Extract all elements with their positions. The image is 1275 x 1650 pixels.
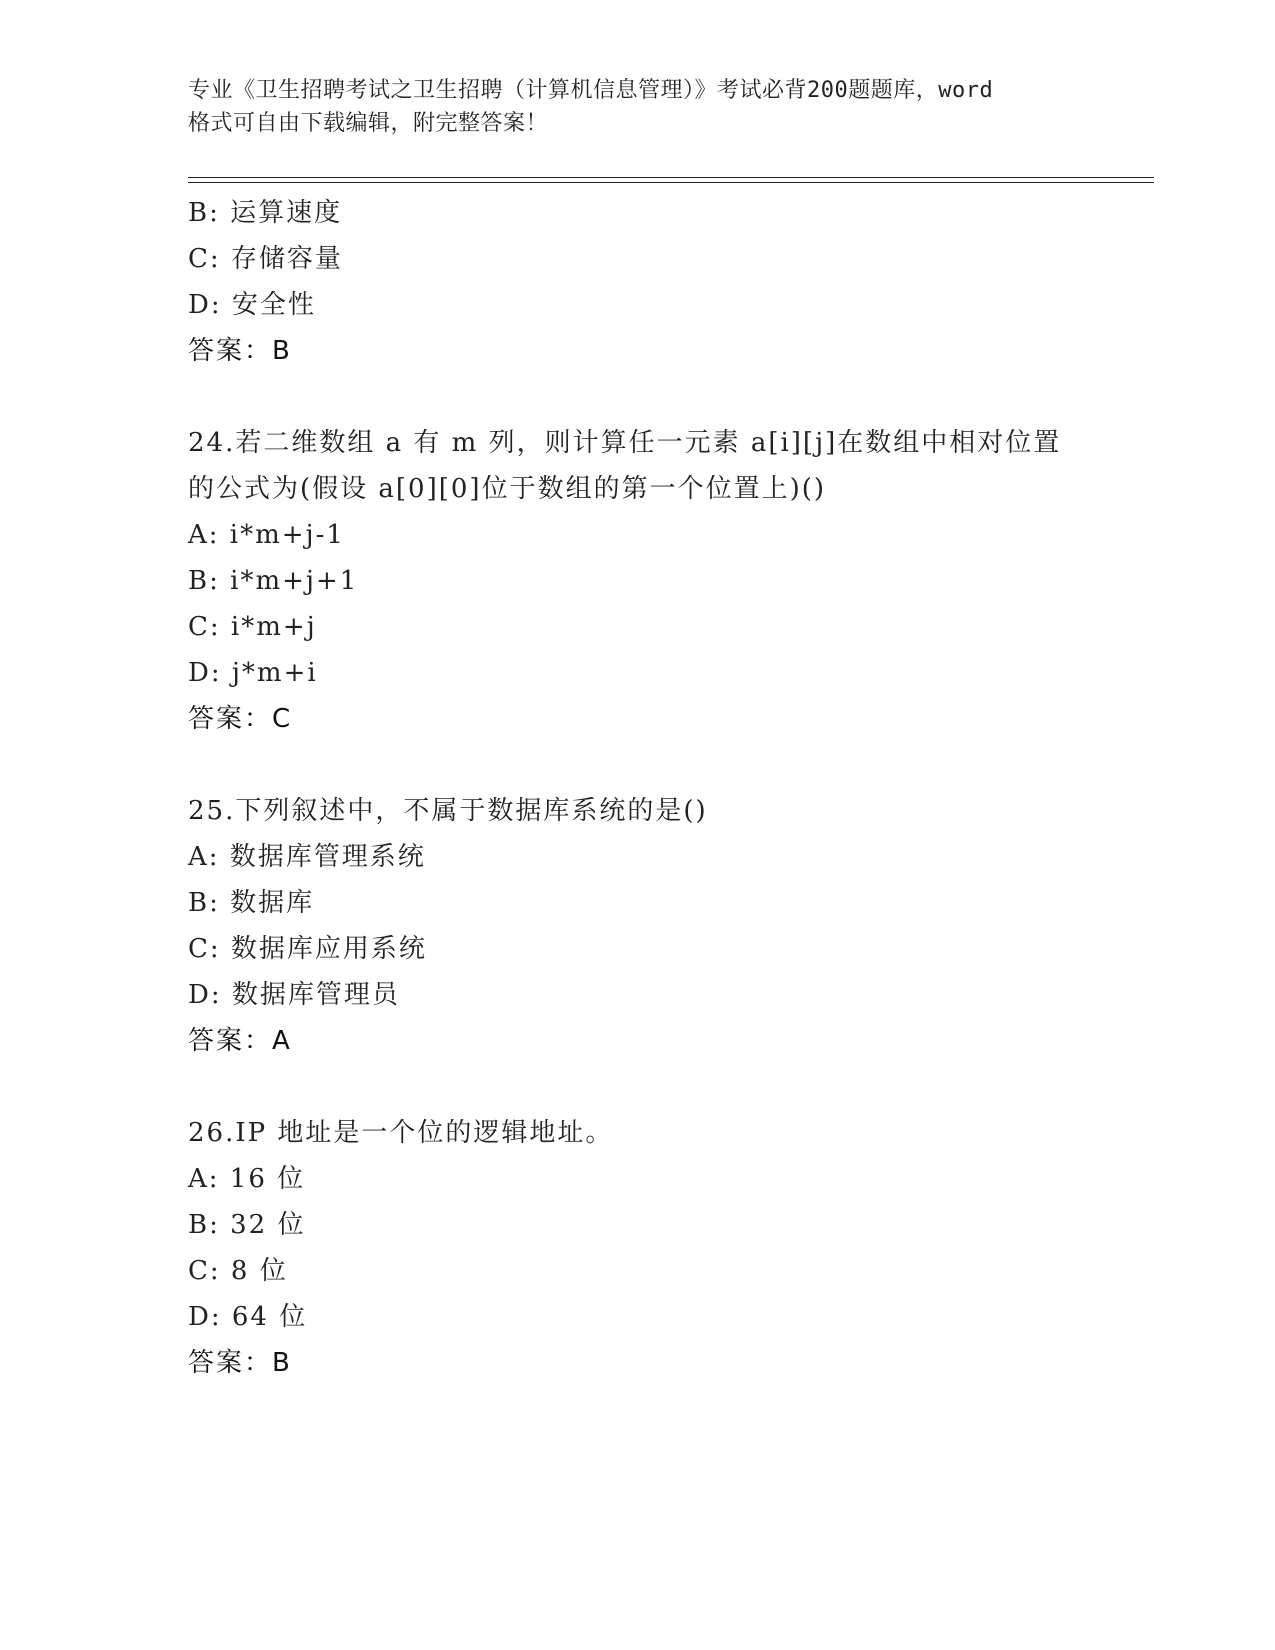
question-text-line-1: 24.若二维数组 a 有 m 列，则计算任一元素 a[i][j]在数组中相对位置	[188, 428, 1062, 458]
option-b: B: i*m+j+1	[188, 566, 359, 596]
option-c: C: 存储容量	[188, 244, 343, 274]
option-d: D: 安全性	[188, 290, 316, 320]
option-c: C: 8 位	[188, 1256, 288, 1286]
option-c: C: i*m+j	[188, 612, 317, 642]
answer-text: 答案：C	[188, 704, 293, 734]
spacer	[188, 742, 1154, 788]
option-d: D: 数据库管理员	[188, 980, 400, 1010]
answer-text: 答案：B	[188, 1348, 292, 1378]
question-text-line-2: 的公式为(假设 a[0][0]位于数组的第一个位置上)()	[188, 474, 826, 504]
answer-text: 答案：B	[188, 336, 292, 366]
option-b: B: 运算速度	[188, 198, 343, 228]
question-26	[188, 1110, 1154, 1386]
option-c: C: 数据库应用系统	[188, 934, 427, 964]
question-24	[188, 420, 1154, 742]
option-d: D: 64 位	[188, 1302, 308, 1332]
header-line-2: 格式可自由下载编辑，附完整答案！	[188, 111, 549, 136]
option-d: D: j*m+i	[188, 658, 318, 688]
option-a: A: 16 位	[188, 1164, 306, 1194]
document-header	[188, 74, 1088, 140]
option-a: A: 数据库管理系统	[188, 842, 426, 872]
header-divider-top	[188, 177, 1154, 178]
header-divider-bottom	[188, 182, 1154, 183]
spacer	[188, 374, 1154, 420]
document-body	[188, 190, 1154, 1386]
spacer	[188, 1064, 1154, 1110]
question-23	[188, 190, 1154, 374]
question-text: 25.下列叙述中，不属于数据库系统的是()	[188, 796, 708, 826]
question-25	[188, 788, 1154, 1064]
option-b: B: 32 位	[188, 1210, 306, 1240]
option-a: A: i*m+j-1	[188, 520, 345, 550]
question-text	[188, 420, 1154, 512]
answer-text: 答案：A	[188, 1026, 292, 1056]
option-b: B: 数据库	[188, 888, 315, 918]
question-text: 26.IP 地址是一个位的逻辑地址。	[188, 1118, 614, 1148]
header-line-1: 专业《卫生招聘考试之卫生招聘（计算机信息管理）》考试必背200题题库，word	[188, 78, 994, 103]
